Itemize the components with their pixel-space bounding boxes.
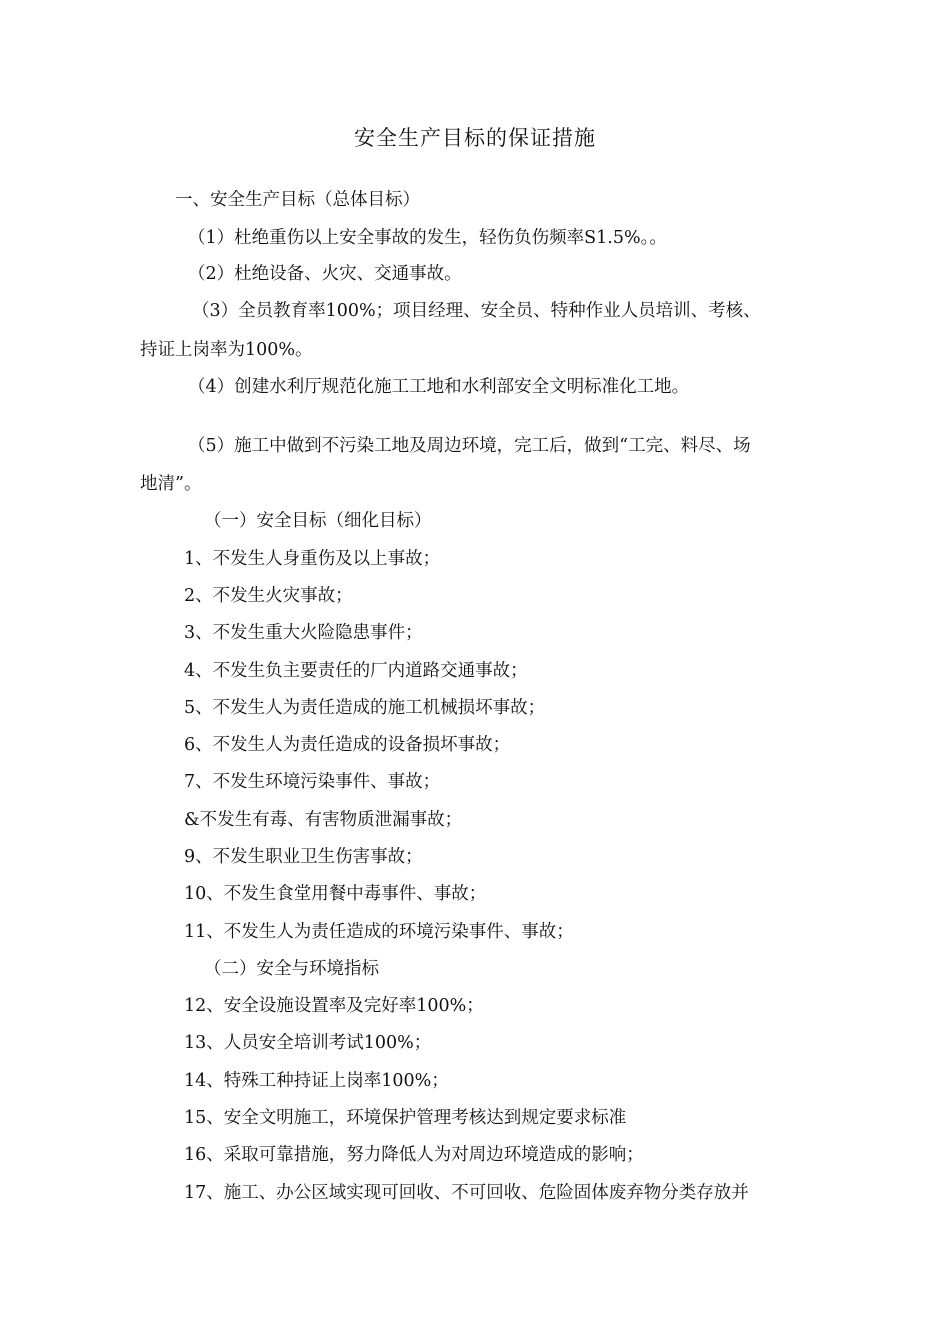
list-item: 15、安全文明施工，环境保护管理考核达到规定要求标准 (184, 1108, 627, 1128)
goal-1: （1）杜绝重伤以上安全事故的发生，轻伤负伤频率S1.5%。。 (188, 228, 667, 248)
goal-3-continued: 持证上岗率为100%。 (140, 340, 313, 360)
list-item: 12、安全设施设置率及完好率100%； (184, 996, 484, 1016)
list-item: 16、采取可靠措施，努力降低人为对周边环境造成的影响； (184, 1145, 644, 1165)
list-item: 10、不发生食堂用餐中毒事件、事故； (184, 884, 487, 904)
goal-4: （4）创建水利厅规范化施工工地和水利部安全文明标准化工地。 (188, 377, 690, 397)
list-item: 11、不发生人为责任造成的环境污染事件、事故； (184, 922, 574, 942)
goal-5-continued: 地清”。 (140, 474, 202, 494)
list-item: 3、不发生重大火险隐患事件； (184, 623, 423, 643)
list-item: 2、不发生火灾事故； (184, 586, 353, 606)
list-item: 4、不发生负主要责任的厂内道路交通事故； (184, 661, 528, 681)
subsection-heading-1: （一）安全目标（细化目标） (204, 511, 432, 531)
list-item: 6、不发生人为责任造成的设备损坏事故； (184, 735, 511, 755)
list-item: &不发生有毒、有害物质泄漏事故； (184, 810, 463, 830)
goal-2: （2）杜绝设备、火灾、交通事故。 (188, 264, 462, 284)
list-item: 1、不发生人身重伤及以上事故； (184, 549, 441, 569)
list-item: 14、特殊工种持证上岗率100%； (184, 1071, 449, 1091)
list-item: 17、施工、办公区域实现可回收、不可回收、危险固体废弃物分类存放并 (184, 1183, 749, 1203)
subsection-heading-2: （二）安全与环境指标 (204, 959, 379, 979)
list-item: 13、人员安全培训考试100%； (184, 1033, 432, 1053)
list-item: 5、不发生人为责任造成的施工机械损坏事故； (184, 698, 546, 718)
goal-5: （5）施工中做到不污染工地及周边环境，完工后，做到“工完、料尽、场 (188, 436, 751, 456)
goal-3: （3）全员教育率100%；项目经理、安全员、特种作业人员培训、考核、 (192, 301, 761, 321)
page-title: 安全生产目标的保证措施 (354, 126, 596, 150)
section-heading: 一、安全生产目标（总体目标） (175, 190, 420, 210)
list-item: 9、不发生职业卫生伤害事故； (184, 847, 423, 867)
list-item: 7、不发生环境污染事件、事故； (184, 772, 441, 792)
